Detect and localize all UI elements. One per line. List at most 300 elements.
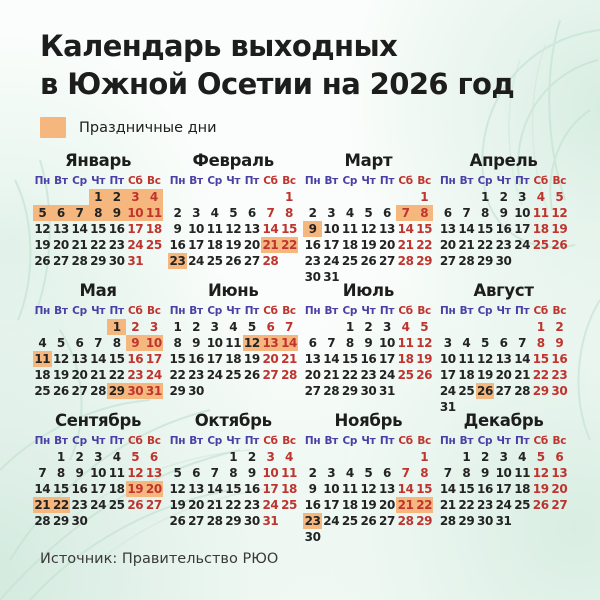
- day-cell: 16: [108, 222, 125, 236]
- weekday-header: Вт: [54, 175, 68, 187]
- day-cell: 1: [56, 450, 65, 464]
- weekday-header: Вт: [189, 305, 203, 317]
- weekday-header: Ср: [207, 305, 222, 317]
- day-cell: 31: [379, 384, 395, 398]
- day-cell: 11: [206, 222, 223, 236]
- day-cell: 1: [285, 190, 293, 204]
- day-cell: 6: [308, 336, 317, 350]
- day-cell: 17: [323, 498, 340, 512]
- day-cell: 6: [75, 336, 84, 350]
- empty-cell: [89, 319, 108, 335]
- empty-cell: [322, 319, 341, 335]
- month-block-2: [168, 152, 298, 282]
- day-grid: [438, 303, 568, 415]
- day-cell: 5: [420, 320, 429, 334]
- day-cell: 26: [416, 368, 433, 382]
- day-cell: 4: [229, 320, 238, 334]
- day-cell: 24: [379, 368, 395, 382]
- weekday-header: Вс: [552, 175, 567, 187]
- day-grid: [33, 173, 163, 269]
- day-cell: 15: [90, 222, 107, 236]
- day-cell: 26: [52, 384, 69, 398]
- day-cell: 1: [462, 450, 471, 464]
- day-cell: 18: [108, 482, 125, 496]
- day-grid: [438, 433, 568, 529]
- day-cell: 31: [127, 254, 144, 268]
- month-title: Мая: [79, 281, 117, 300]
- day-cell: 3: [266, 450, 275, 464]
- day-cell: 19: [416, 352, 433, 366]
- day-cell: 29: [532, 384, 549, 398]
- day-cell: 29: [416, 514, 433, 528]
- weekday-header: Чт: [91, 305, 106, 317]
- day-cell: 8: [173, 336, 182, 350]
- day-cell: 15: [108, 352, 125, 366]
- day-cell: 24: [323, 254, 340, 268]
- day-cell: 8: [229, 466, 238, 480]
- empty-cell: [168, 449, 187, 465]
- day-cell: 10: [379, 336, 395, 350]
- day-cell: 15: [225, 482, 242, 496]
- day-cell: 21: [397, 498, 414, 512]
- day-cell: 30: [495, 254, 512, 268]
- day-cell: 15: [532, 352, 549, 366]
- day-grid: [303, 173, 433, 285]
- day-cell: 3: [210, 320, 219, 334]
- day-cell: 9: [126, 335, 145, 351]
- day-cell: 5: [173, 466, 182, 480]
- day-grid: [33, 433, 163, 529]
- month-block-3: [303, 152, 433, 282]
- day-cell: 18: [145, 222, 162, 236]
- day-cell: 5: [247, 320, 256, 334]
- day-cell: 7: [285, 320, 293, 334]
- day-cell: 25: [341, 254, 358, 268]
- day-cell: 27: [71, 384, 88, 398]
- weekday-header: Ср: [342, 175, 358, 187]
- day-cell: 12: [477, 352, 493, 366]
- day-cell: 9: [499, 206, 508, 220]
- day-grid: [168, 173, 298, 269]
- weekday-header: Чт: [496, 435, 511, 447]
- day-cell: 12: [34, 222, 51, 236]
- empty-cell: [224, 189, 243, 205]
- day-cell: 18: [532, 222, 549, 236]
- day-cell: 29: [225, 514, 242, 528]
- day-cell: 7: [94, 336, 103, 350]
- month-title: Ноябрь: [334, 411, 403, 430]
- day-cell: 2: [555, 320, 564, 334]
- day-cell: 20: [379, 238, 395, 252]
- empty-cell: [52, 319, 71, 335]
- month-title: Июль: [342, 281, 394, 300]
- weekday-header: Пт: [515, 175, 530, 187]
- day-cell: 11: [34, 352, 51, 366]
- day-cell: 19: [360, 238, 377, 252]
- day-cell: 26: [34, 254, 51, 268]
- day-cell: 11: [341, 482, 358, 496]
- day-cell: 12: [243, 336, 260, 350]
- day-cell: 11: [532, 206, 549, 220]
- month-title: Сентябрь: [54, 411, 142, 430]
- day-cell: 3: [327, 206, 336, 220]
- day-cell: 8: [89, 205, 108, 221]
- day-cell: 11: [397, 336, 414, 350]
- day-cell: 10: [514, 206, 531, 220]
- weekday-header: Сб: [533, 305, 548, 317]
- day-cell: 18: [397, 352, 414, 366]
- day-cell: 29: [458, 514, 475, 528]
- weekday-header: Вс: [282, 175, 296, 187]
- day-cell: 21: [71, 238, 88, 252]
- day-cell: 17: [127, 222, 144, 236]
- empty-cell: [205, 189, 224, 205]
- day-cell: 27: [243, 254, 260, 268]
- weekday-header: Чт: [91, 175, 106, 187]
- day-cell: 8: [345, 336, 354, 350]
- day-cell: 7: [327, 336, 336, 350]
- empty-cell: [205, 449, 224, 465]
- day-cell: 5: [364, 206, 373, 220]
- day-cell: 25: [341, 514, 358, 528]
- day-cell: 19: [52, 368, 69, 382]
- day-cell: 5: [131, 450, 140, 464]
- day-cell: 13: [551, 466, 568, 480]
- day-cell: 12: [551, 206, 568, 220]
- day-cell: 23: [71, 498, 88, 512]
- weekday-header: Пт: [109, 175, 124, 187]
- day-cell: 24: [90, 498, 107, 512]
- day-cell: 10: [262, 466, 279, 480]
- empty-cell: [322, 189, 341, 205]
- day-cell: 28: [262, 254, 279, 268]
- day-cell: 14: [206, 482, 223, 496]
- day-cell: 14: [397, 482, 414, 496]
- day-cell: 9: [173, 222, 182, 236]
- month-title: Октябрь: [194, 411, 272, 430]
- day-cell: 3: [327, 466, 336, 480]
- weekday-header: Сб: [398, 435, 413, 447]
- day-cell: 26: [532, 498, 549, 512]
- day-cell: 21: [34, 498, 51, 512]
- day-cell: 10: [188, 222, 204, 236]
- day-cell: 21: [514, 368, 531, 382]
- day-cell: 14: [281, 336, 297, 350]
- weekday-header: Чт: [226, 435, 241, 447]
- weekday-header: Ср: [207, 435, 222, 447]
- day-cell: 13: [379, 482, 395, 496]
- day-cell: 8: [536, 336, 545, 350]
- day-grid: [303, 433, 433, 545]
- day-cell: 19: [551, 222, 568, 236]
- weekday-header: Ср: [72, 305, 87, 317]
- day-cell: 22: [416, 498, 433, 512]
- day-cell: 28: [90, 384, 107, 398]
- day-cell: 19: [243, 352, 260, 366]
- day-cell: 6: [383, 206, 391, 220]
- weekday-header: Сб: [398, 175, 413, 187]
- weekday-header: Ср: [342, 305, 358, 317]
- weekday-header: Пт: [244, 305, 259, 317]
- month-block-6: [168, 282, 298, 412]
- weekday-header: Пт: [379, 305, 395, 317]
- day-cell: 4: [38, 336, 47, 350]
- day-cell: 10: [90, 466, 107, 480]
- weekday-header: Пт: [244, 175, 259, 187]
- day-cell: 4: [210, 206, 219, 220]
- day-cell: 19: [532, 482, 549, 496]
- day-cell: 12: [360, 222, 377, 236]
- day-cell: 26: [360, 514, 377, 528]
- legend-label: Праздничные дни: [79, 119, 217, 136]
- day-cell: 20: [551, 482, 568, 496]
- day-cell: 22: [477, 238, 493, 252]
- empty-cell: [52, 189, 71, 205]
- day-cell: 26: [551, 238, 568, 252]
- day-cell: 8: [420, 466, 429, 480]
- day-cell: 16: [188, 352, 204, 366]
- day-cell: 23: [108, 238, 125, 252]
- day-cell: 20: [145, 482, 162, 496]
- day-cell: 3: [149, 320, 158, 334]
- day-cell: 10: [439, 352, 456, 366]
- weekday-header: Чт: [361, 175, 376, 187]
- month-title: Август: [473, 281, 534, 300]
- day-cell: 5: [364, 466, 373, 480]
- empty-cell: [33, 189, 52, 205]
- day-cell: 3: [192, 206, 201, 220]
- empty-cell: [457, 319, 476, 335]
- day-cell: 17: [379, 352, 395, 366]
- day-cell: 13: [304, 352, 321, 366]
- day-cell: 25: [206, 254, 223, 268]
- weekday-header: Сб: [263, 175, 278, 187]
- empty-cell: [261, 189, 280, 205]
- day-cell: 1: [173, 320, 182, 334]
- day-cell: 26: [169, 514, 186, 528]
- day-cell: 9: [480, 466, 489, 480]
- day-cell: 24: [323, 514, 340, 528]
- empty-cell: [341, 449, 360, 465]
- weekday-header: Вт: [54, 435, 68, 447]
- day-cell: 6: [149, 450, 158, 464]
- weekday-header: Вт: [324, 305, 338, 317]
- day-cell: 23: [477, 498, 493, 512]
- day-cell: 22: [532, 368, 549, 382]
- day-cell: 28: [281, 368, 297, 382]
- weekday-header: Пн: [440, 435, 456, 447]
- day-cell: 23: [304, 514, 321, 528]
- weekday-header: Чт: [496, 305, 511, 317]
- title-line-1: Календарь выходных: [40, 29, 398, 63]
- weekday-header: Вс: [417, 175, 431, 187]
- day-cell: 18: [514, 482, 531, 496]
- day-cell: 13: [495, 352, 512, 366]
- day-cell: 7: [266, 206, 275, 220]
- empty-cell: [396, 449, 415, 465]
- day-cell: 4: [345, 206, 354, 220]
- day-cell: 23: [243, 498, 260, 512]
- weekday-header: Вс: [147, 305, 161, 317]
- weekday-header: Пт: [244, 435, 259, 447]
- day-cell: 9: [75, 466, 84, 480]
- day-cell: 22: [416, 238, 433, 252]
- day-cell: 20: [495, 368, 512, 382]
- day-cell: 5: [33, 205, 52, 221]
- day-cell: 19: [127, 482, 144, 496]
- day-cell: 4: [462, 336, 471, 350]
- weekday-header: Сб: [533, 175, 548, 187]
- day-cell: 30: [71, 514, 88, 528]
- weekday-header: Ср: [477, 435, 493, 447]
- day-cell: 13: [71, 352, 88, 366]
- day-cell: 29: [90, 254, 107, 268]
- day-cell: 23: [304, 254, 321, 268]
- day-cell: 6: [443, 206, 452, 220]
- day-cell: 20: [262, 352, 279, 366]
- day-cell: 1: [107, 319, 126, 335]
- day-cell: 2: [75, 450, 84, 464]
- empty-cell: [359, 189, 378, 205]
- day-cell: 17: [206, 352, 223, 366]
- day-cell: 30: [127, 384, 144, 398]
- day-cell: 1: [345, 320, 354, 334]
- weekday-header: Пт: [515, 435, 530, 447]
- day-cell: 2: [107, 189, 126, 205]
- day-cell: 17: [323, 238, 340, 252]
- day-cell: 10: [323, 222, 340, 236]
- day-cell: 15: [169, 352, 186, 366]
- month-block-11: [303, 412, 433, 542]
- day-cell: 10: [323, 482, 340, 496]
- day-cell: 9: [308, 482, 317, 496]
- day-cell: 6: [192, 466, 201, 480]
- day-cell: 4: [518, 450, 527, 464]
- day-cell: 26: [360, 254, 377, 268]
- weekday-header: Вс: [417, 305, 431, 317]
- day-cell: 13: [439, 222, 456, 236]
- empty-cell: [476, 319, 495, 335]
- weekday-header: Вт: [54, 305, 68, 317]
- empty-cell: [322, 449, 341, 465]
- day-cell: 16: [304, 238, 321, 252]
- day-cell: 22: [90, 238, 107, 252]
- day-cell: 16: [360, 352, 377, 366]
- day-cell: 2: [131, 320, 140, 334]
- day-cell: 29: [416, 254, 433, 268]
- day-cell: 20: [71, 368, 88, 382]
- day-cell: 31: [262, 514, 279, 528]
- empty-cell: [457, 189, 476, 205]
- day-cell: 29: [108, 384, 125, 398]
- day-cell: 27: [145, 498, 162, 512]
- weekday-header: Ср: [72, 435, 87, 447]
- day-cell: 16: [477, 482, 493, 496]
- day-cell: 1: [420, 450, 429, 464]
- weekday-header: Пт: [109, 435, 124, 447]
- empty-cell: [243, 189, 262, 205]
- day-cell: 27: [188, 514, 204, 528]
- month-block-12: [438, 412, 568, 542]
- day-cell: 17: [188, 238, 204, 252]
- day-cell: 5: [480, 336, 489, 350]
- day-cell: 10: [206, 336, 223, 350]
- weekday-header: Пн: [34, 175, 51, 187]
- weekday-header: Ср: [207, 175, 222, 187]
- day-cell: 2: [192, 320, 201, 334]
- weekday-header: Чт: [361, 305, 376, 317]
- day-cell: 21: [458, 238, 475, 252]
- day-cell: 22: [458, 498, 475, 512]
- day-cell: 1: [536, 320, 545, 334]
- weekday-header: Пн: [169, 305, 186, 317]
- day-cell: 23: [169, 254, 186, 268]
- day-cell: 28: [458, 254, 475, 268]
- day-cell: 8: [415, 205, 434, 221]
- empty-cell: [513, 319, 532, 335]
- day-cell: 7: [462, 206, 471, 220]
- weekday-header: Сб: [128, 175, 143, 187]
- day-cell: 9: [107, 205, 126, 221]
- day-cell: 17: [439, 368, 456, 382]
- day-cell: 5: [536, 450, 545, 464]
- weekday-header: Пт: [109, 305, 124, 317]
- holiday-color-swatch: [40, 117, 66, 138]
- weekday-header: Вт: [324, 435, 338, 447]
- weekday-header: Пн: [304, 175, 321, 187]
- day-cell: 11: [341, 222, 358, 236]
- weekday-header: Пн: [304, 435, 321, 447]
- day-cell: 6: [52, 205, 71, 221]
- day-cell: 27: [52, 254, 69, 268]
- day-cell: 18: [458, 368, 475, 382]
- day-cell: 14: [90, 352, 107, 366]
- day-cell: 18: [225, 352, 242, 366]
- weekday-header: Пн: [304, 305, 321, 317]
- empty-cell: [187, 449, 206, 465]
- day-cell: 13: [379, 222, 395, 236]
- day-cell: 21: [90, 368, 107, 382]
- empty-cell: [378, 449, 397, 465]
- empty-cell: [70, 189, 89, 205]
- weekday-header: Сб: [398, 305, 413, 317]
- day-cell: 24: [514, 238, 531, 252]
- day-cell: 8: [480, 206, 489, 220]
- day-cell: 2: [173, 206, 182, 220]
- weekday-header: Вт: [459, 435, 474, 447]
- weekday-header: Чт: [91, 435, 106, 447]
- day-cell: 12: [127, 466, 144, 480]
- day-cell: 25: [145, 238, 162, 252]
- day-cell: 11: [514, 466, 531, 480]
- day-cell: 12: [225, 222, 242, 236]
- day-cell: 28: [323, 384, 340, 398]
- empty-cell: [378, 189, 397, 205]
- day-cell: 4: [285, 450, 293, 464]
- month-title: Июнь: [207, 281, 259, 300]
- weekday-header: Пт: [515, 305, 530, 317]
- day-cell: 15: [341, 352, 358, 366]
- day-cell: 24: [127, 238, 144, 252]
- day-cell: 28: [71, 254, 88, 268]
- empty-cell: [396, 189, 415, 205]
- day-cell: 16: [71, 482, 88, 496]
- day-cell: 12: [532, 466, 549, 480]
- day-cell: 4: [145, 189, 164, 205]
- weekday-header: Вс: [147, 435, 161, 447]
- day-cell: 27: [551, 498, 568, 512]
- day-cell: 2: [499, 190, 508, 204]
